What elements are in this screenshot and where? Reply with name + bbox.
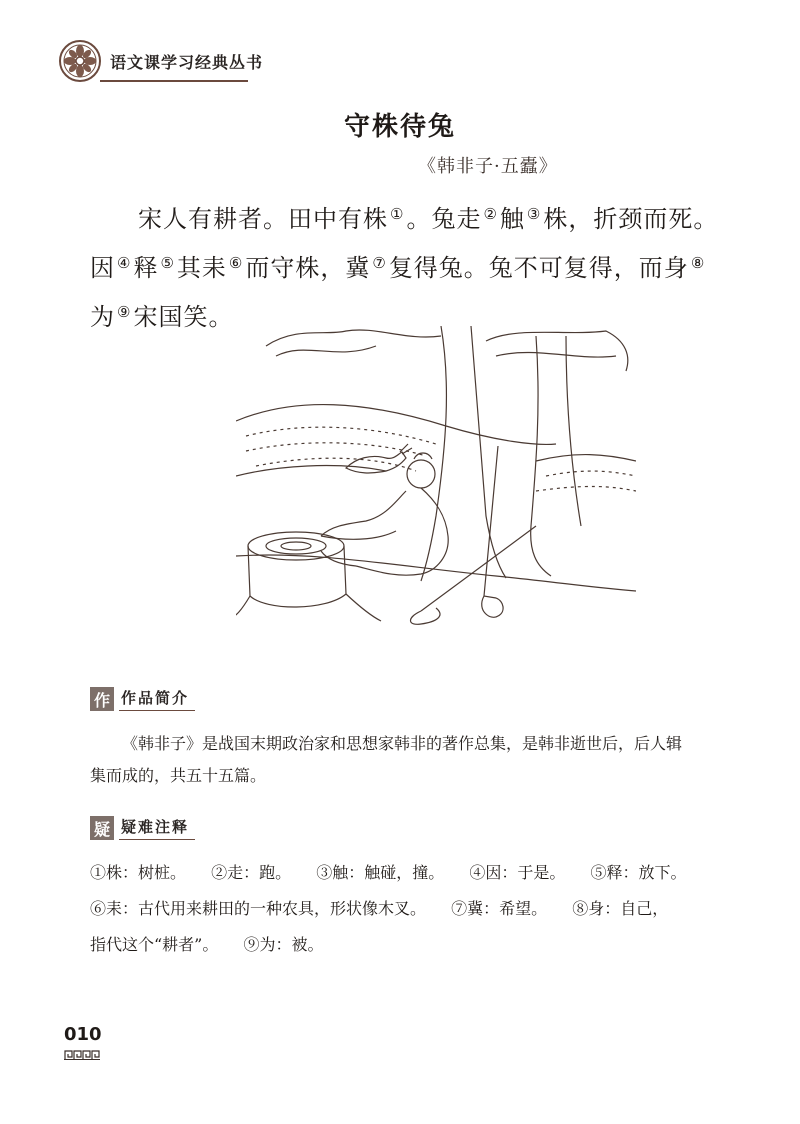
intro-line: 《韩非子》是战国末期政治家和思想家韩非的著作总集，是韩非逝世后，后人辑 — [122, 734, 683, 753]
intro-line: 集而成的，共五十五篇。 — [90, 766, 267, 785]
note-item: ③触：触碰，撞。 — [316, 863, 445, 882]
notes-line — [90, 855, 730, 891]
passage-text: 。兔走 — [406, 205, 482, 233]
notes-line — [90, 891, 730, 927]
note-marker: ③ — [526, 205, 542, 223]
page-number: 010 — [64, 1024, 102, 1045]
intro-heading — [90, 687, 195, 711]
note-item: ⑤释：放下。 — [590, 863, 687, 882]
note-item: ⑨为：被。 — [243, 935, 324, 954]
note-item: ④因：于是。 — [469, 863, 566, 882]
passage-text: 因 — [90, 254, 115, 282]
story-illustration — [236, 326, 636, 636]
passage-text: 而守株，冀 — [245, 254, 371, 282]
notes-line — [90, 927, 730, 963]
seal-icon: 疑 — [90, 816, 114, 840]
note-item: ⑦冀：希望。 — [451, 899, 548, 918]
series-title: 语文课学习经典丛书 — [110, 52, 264, 72]
passage-text: 为 — [90, 303, 115, 331]
passage-text: 触 — [499, 205, 525, 233]
note-item: ②走：跑。 — [211, 863, 292, 882]
note-item: ⑥耒：古代用来耕田的一种农具，形状像木叉。 — [90, 899, 427, 918]
passage-text: 释 — [133, 254, 159, 282]
note-marker: ⑨ — [117, 303, 132, 321]
passage-line — [90, 241, 730, 290]
note-marker: ④ — [117, 254, 132, 272]
note-marker: ⑧ — [690, 254, 706, 272]
article-source: 《韩非子·五蠹》 — [418, 156, 558, 177]
note-item: ①株：树桩。 — [90, 863, 187, 882]
classical-passage — [90, 192, 730, 339]
note-marker: ② — [483, 205, 498, 223]
section-title: 作品简介 — [119, 687, 195, 711]
note-marker: ⑤ — [160, 254, 175, 272]
notes-heading — [90, 816, 195, 840]
flower-emblem-icon — [58, 39, 102, 83]
fret-ornament-icon — [64, 1050, 100, 1060]
note-item: ⑧身：自己， — [572, 899, 669, 918]
passage-text: 宋人有耕者。田中有株 — [138, 205, 388, 233]
passage-text: 宋国笑。 — [133, 303, 234, 331]
page-header — [58, 38, 263, 84]
note-marker: ⑥ — [228, 254, 244, 272]
intro-paragraph — [90, 728, 730, 792]
seal-icon: 作 — [90, 687, 114, 711]
article-title: 守株待兔 — [343, 112, 456, 142]
note-item: 指代这个“耕者”。 — [90, 935, 219, 954]
note-marker: ⑦ — [372, 254, 387, 272]
header-rule — [100, 80, 248, 82]
passage-text: 其耒 — [176, 254, 227, 282]
notes-list — [90, 855, 730, 963]
note-marker: ① — [390, 205, 405, 223]
passage-text: 复得兔。兔不可复得，而身 — [388, 254, 689, 282]
passage-line — [90, 192, 730, 241]
passage-text: 株，折颈而死。 — [543, 205, 719, 233]
section-title: 疑难注释 — [119, 816, 195, 840]
